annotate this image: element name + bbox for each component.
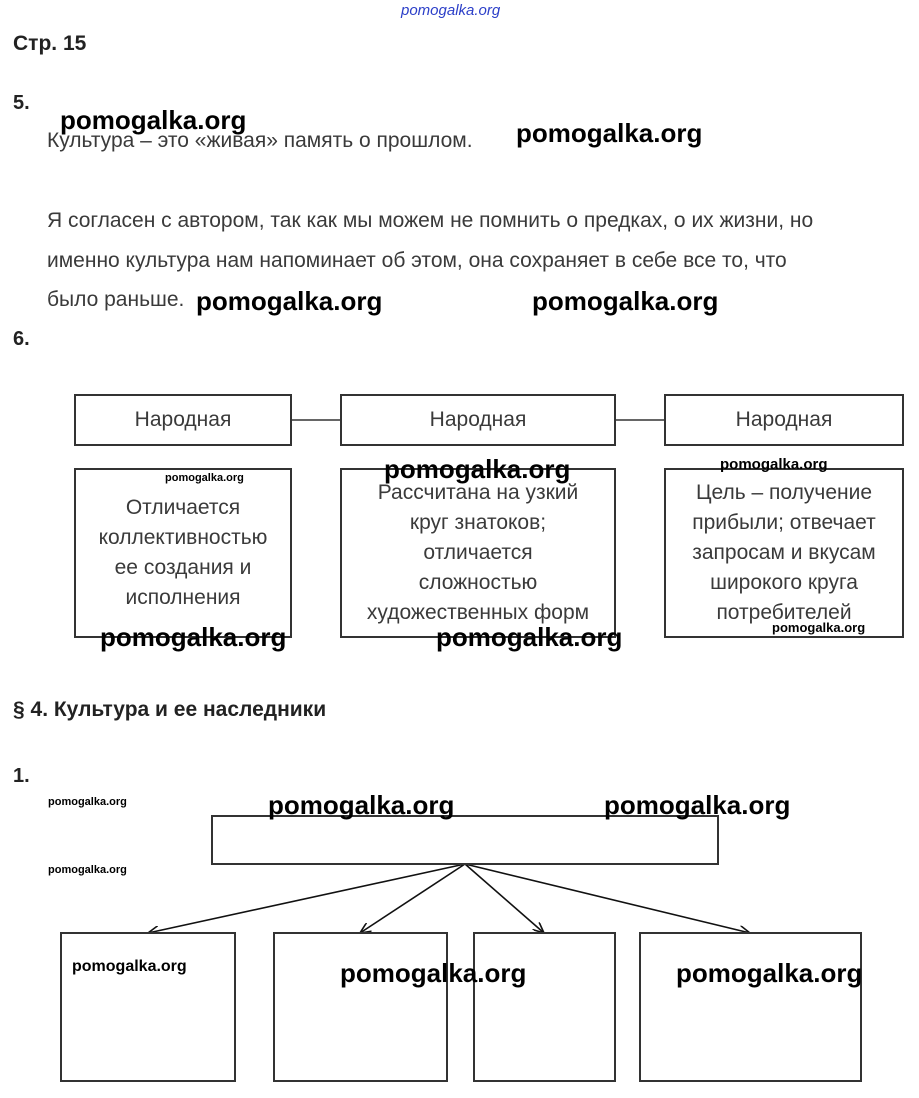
task5-answer-line-1: Я согласен с автором, так как мы можем не помнить о предках, о их жизни, но [47,209,814,232]
heritage-top-box [211,815,719,865]
watermark: pomogalka.org [72,958,187,975]
watermark-top: pomogalka.org [401,2,501,19]
watermark: pomogalka.org [772,620,866,635]
watermark: pomogalka.org [60,105,247,135]
heritage-child-box-1 [60,932,236,1082]
arrow-2 [360,864,465,933]
watermark: pomogalka.org [676,958,863,988]
culture-title-box-2 [340,394,616,446]
arrow-4 [465,864,750,933]
culture-desc-3-line-5: потребителей [716,601,852,624]
culture-desc-2-line-5: художественных форм [366,601,590,624]
culture-desc-1-line-3: ее создания и [114,556,252,579]
culture-desc-3-line-3: запросам и вкусам [692,541,876,564]
culture-desc-2-line-1: Рассчитана на узкий [377,481,579,504]
culture-title-3: Народная [735,408,833,431]
watermark: pomogalka.org [720,456,828,473]
culture-desc-1-line-1: Отличается [125,496,241,519]
watermark: pomogalka.org [165,472,244,484]
culture-desc-2-line-4: сложностью [418,571,538,594]
arrow-1 [148,864,465,933]
watermark: pomogalka.org [384,454,571,484]
watermark: pomogalka.org [48,864,127,876]
culture-desc-2-line-3: отличается [423,541,533,564]
heritage-child-box-3 [473,932,616,1082]
culture-title-2: Народная [429,408,527,431]
task1-number: 1. [13,765,30,787]
culture-title-1: Народная [134,408,232,431]
heritage-child-box-4 [639,932,862,1082]
section-heading: § 4. Культура и ее наследники [13,698,327,721]
watermark: pomogalka.org [268,790,455,820]
culture-desc-2-line-2: круг знатоков; [409,511,547,534]
culture-desc-box-3 [664,468,904,638]
culture-title-box-1 [74,394,292,446]
watermark: pomogalka.org [100,622,287,652]
culture-desc-1-line-2: коллективностью [98,526,268,549]
task5-quote: Культура – это «живая» память о прошлом. [47,129,473,152]
watermark: pomogalka.org [48,796,127,808]
page-header: Стр. 15 [13,32,87,55]
watermark: pomogalka.org [436,622,623,652]
culture-title-box-3 [664,394,904,446]
culture-desc-1-line-4: исполнения [125,586,241,609]
culture-desc-box-2 [340,468,616,638]
task5-answer-line-2: именно культура нам напоминает об этом, она сохраняет в себе все то, что [47,249,787,272]
heritage-child-box-2 [273,932,448,1082]
watermark: pomogalka.org [196,286,383,316]
task5-answer-line-3: было раньше. [47,288,185,311]
task5-number: 5. [13,92,30,114]
task6-number: 6. [13,328,30,350]
culture-desc-3-line-4: широкого круга [710,571,858,594]
watermark: pomogalka.org [340,958,527,988]
watermark: pomogalka.org [532,286,719,316]
culture-desc-3-line-1: Цель – получение [695,481,873,504]
watermark: pomogalka.org [516,118,703,148]
culture-desc-3-line-2: прибыли; отвечает [692,511,876,534]
watermark: pomogalka.org [604,790,791,820]
culture-desc-box-1 [74,468,292,638]
